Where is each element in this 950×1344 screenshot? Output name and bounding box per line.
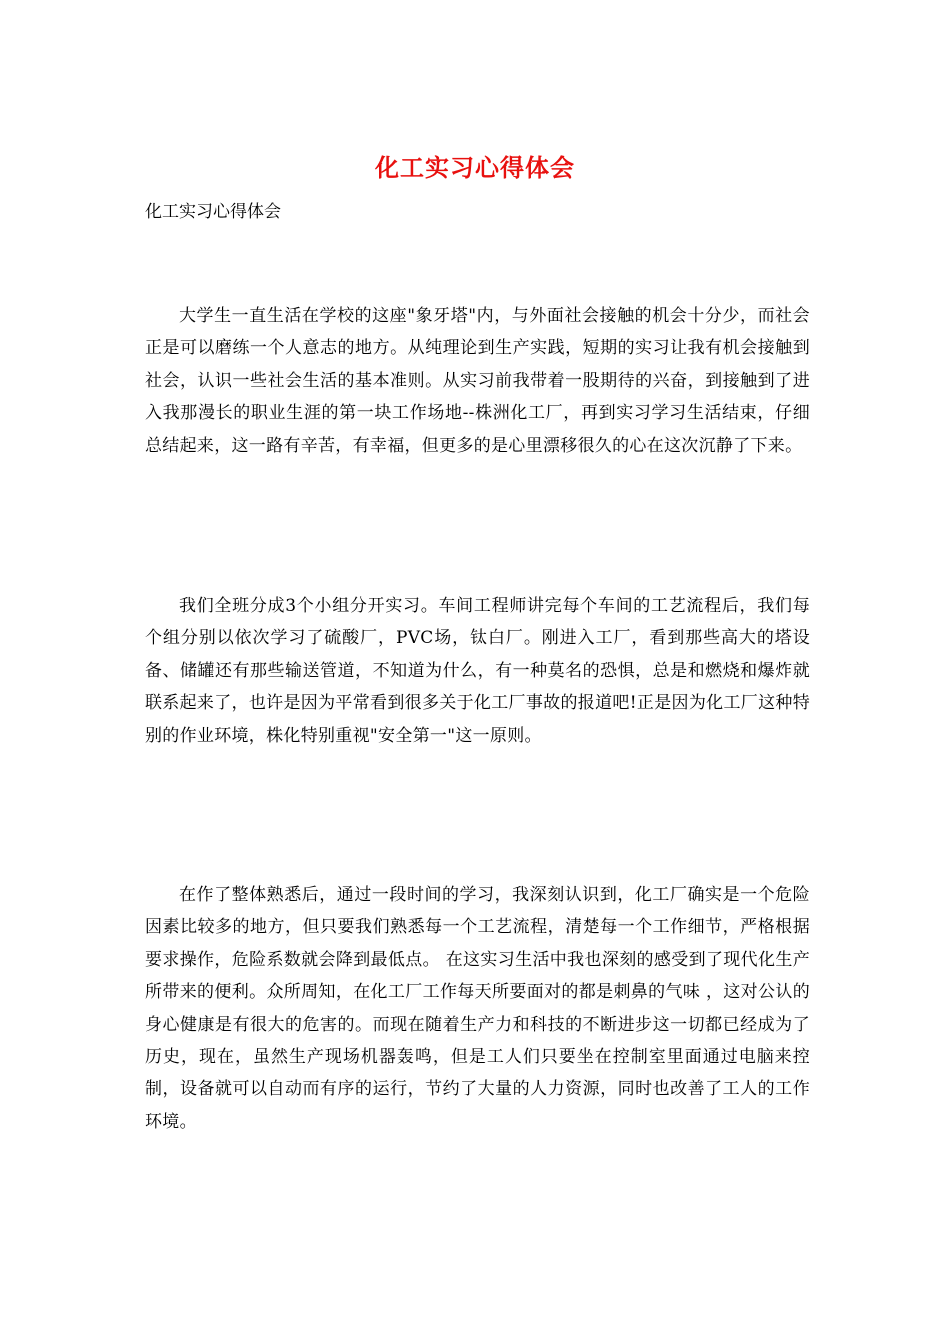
document-title: 化工实习心得体会 <box>375 153 575 182</box>
paragraph-2: 我们全班分成3个小组分开实习。车间工程师讲完每个车间的工艺流程后，我们每个组分别以依次学习了硫酸厂，PVC场，钛白厂。刚进入工厂，看到那些高大的塔设备、储罐还有那些输送管道，不知道为什么，有一种莫名的恐惧，总是和燃烧和爆炸就联系起来了，也许是因为平常看到很多关于化工厂事故的报道吧!正是因为化工厂这种特别的作业环境，株化特别重视"安全第一"这一原则。 <box>145 596 810 746</box>
document-subtitle: 化工实习心得体会 <box>145 202 281 222</box>
paragraph-3: 在作了整体熟悉后，通过一段时间的学习，我深刻认识到，化工厂确实是一个危险因素比较多的地方，但只要我们熟悉每一个工艺流程，清楚每一个工作细节，严格根据要求操作，危险系数就会降到最低点。 在这实习生活中我也深刻的感受到了现代化生产所带来的便利。众所周知，在化工厂工作每天所要面对的都是刺鼻的气味 ，这对公认的身心健康是有很大的危害的。而现在随着生产力和科技的不断进步这一切都已经成为了历史，现在，虽然生产现场机器轰鸣，但是工人们只要坐在控制室里面通过电脑来控制，设备就可以自动而有序的运行，节约了大量的人力资源，同时也改善了工人的工作环境。 <box>145 885 810 1132</box>
paragraph-1: 大学生一直生活在学校的这座"象牙塔"内，与外面社会接触的机会十分少，而社会正是可以磨练一个人意志的地方。从纯理论到生产实践，短期的实习让我有机会接触到社会，认识一些社会生活的基本准则。从实习前我带着一股期待的兴奋，到接触到了进入我那漫长的职业生涯的第一块工作场地--株洲化工厂，再到实习学习生活结束，仔细总结起来，这一路有辛苦，有幸福，但更多的是心里漂移很久的心在这次沉静了下来。 <box>145 306 810 456</box>
